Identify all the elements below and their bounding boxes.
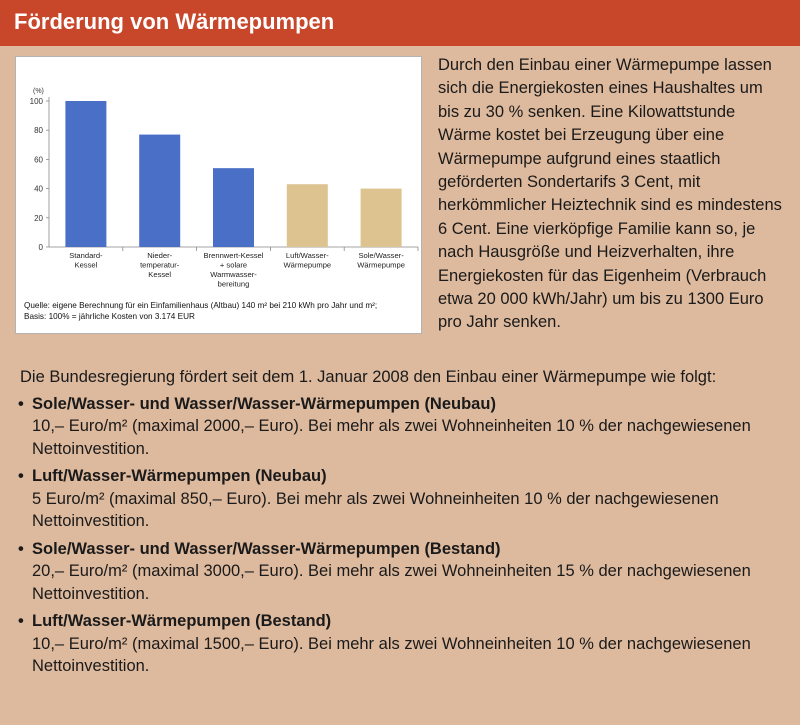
funding-item-desc: 10,– Euro/m² (maximal 2000,– Euro). Bei mehr als zwei Wohneinheiten 10 % der nachgewiesenen Nettoinvestition.: [32, 417, 751, 458]
funding-section: [20, 366, 790, 683]
bar: [139, 135, 180, 247]
y-tick-label: 40: [34, 184, 43, 194]
funding-item-title: • Luft/Wasser-Wärmepumpen (Bestand): [32, 612, 332, 630]
category-label: Sole/Wasser-: [358, 251, 404, 260]
category-label: Nieder-: [147, 251, 173, 260]
funding-item-title: • Sole/Wasser- und Wasser/Wasser-Wärmepumpen (Neubau): [32, 394, 496, 413]
bar: [65, 101, 106, 247]
category-label: Kessel: [148, 270, 172, 279]
y-tick-label: 80: [34, 126, 43, 136]
category-label: Standard-: [69, 251, 103, 260]
header-bar: [0, 0, 800, 46]
category-label: Wärmepumpe: [283, 260, 332, 270]
bar: [213, 168, 254, 247]
chart-panel: [15, 56, 422, 334]
funding-item-desc: 20,– Euro/m² (maximal 3000,– Euro). Bei mehr als zwei Wohneinheiten 15 % der nachgewiesenen Nettoinvestition.: [32, 562, 751, 603]
intro-paragraph: Durch den Einbau einer Wärmepumpe lassen sich die Energiekosten eines Haushaltes um bis zu 30 % senken. Eine Kilowattstunde Wärme kostet bei Erzeugung über eine Wärmepumpe aufgrund eines staatlich geförderten Sondertarifs 3 Cent, mit herkömmlicher Heiztechnik sind es mindestens 6 Cent. Eine vierköpfige Familie kann so, je nach Hausgröße und Heizverhalten, ihre Energiekosten für das Eigenheim (Verbrauch etwa 20 000 kWh/Jahr) um bis zu 1300 Euro pro Jahr senken.: [438, 56, 782, 332]
category-label: temperatur-: [140, 260, 180, 270]
category-label: Luft/Wasser-: [285, 251, 329, 260]
page-title: Förderung von Wärmepumpen: [14, 9, 335, 34]
bar: [287, 184, 328, 247]
funding-item: [20, 610, 790, 678]
y-tick-label: 100: [29, 97, 43, 106]
funding-intro: Die Bundesregierung fördert seit dem 1. Januar 2008 den Einbau einer Wärmepumpe wie folgt:: [20, 368, 717, 386]
bar: [361, 189, 402, 247]
funding-item-title: • Sole/Wasser- und Wasser/Wasser-Wärmepumpen (Bestand): [32, 539, 501, 558]
y-tick-label: 60: [34, 155, 43, 165]
funding-item-title: • Luft/Wasser-Wärmepumpen (Neubau): [32, 467, 327, 485]
category-label: Kessel: [74, 260, 98, 270]
category-label: Warmwasser-: [210, 270, 257, 279]
bar-chart: [16, 57, 421, 302]
chart-source-line-2: Basis: 100% = jährliche Kosten von 3.174 EUR: [24, 312, 195, 321]
funding-item-desc: 5 Euro/m² (maximal 850,– Euro). Bei mehr als zwei Wohneinheiten 10 % der nachgewiesenen Nettoinvestition.: [32, 489, 719, 530]
y-tick-label: 0: [38, 243, 43, 252]
category-label: Wärmepumpe: [357, 260, 405, 270]
category-label: bereitung: [217, 279, 250, 289]
funding-item: [20, 538, 790, 606]
y-tick-label: 20: [34, 213, 43, 223]
chart-source-note: [24, 300, 419, 322]
category-label: Brennwert-Kessel: [203, 251, 264, 260]
funding-item-desc: 10,– Euro/m² (maximal 1500,– Euro). Bei mehr als zwei Wohneinheiten 10 % der nachgewiesenen Nettoinvestition.: [32, 634, 751, 675]
funding-list: [20, 393, 790, 678]
chart-source-line-1: Quelle: eigene Berechnung für ein Einfamilienhaus (Altbau) 140 m² bei 210 kWh pro Jahr und m²;: [24, 301, 378, 310]
category-label: + solare: [219, 260, 248, 270]
y-axis-label: (%): [33, 88, 44, 95]
funding-item: [20, 465, 790, 533]
funding-item: [20, 393, 790, 461]
